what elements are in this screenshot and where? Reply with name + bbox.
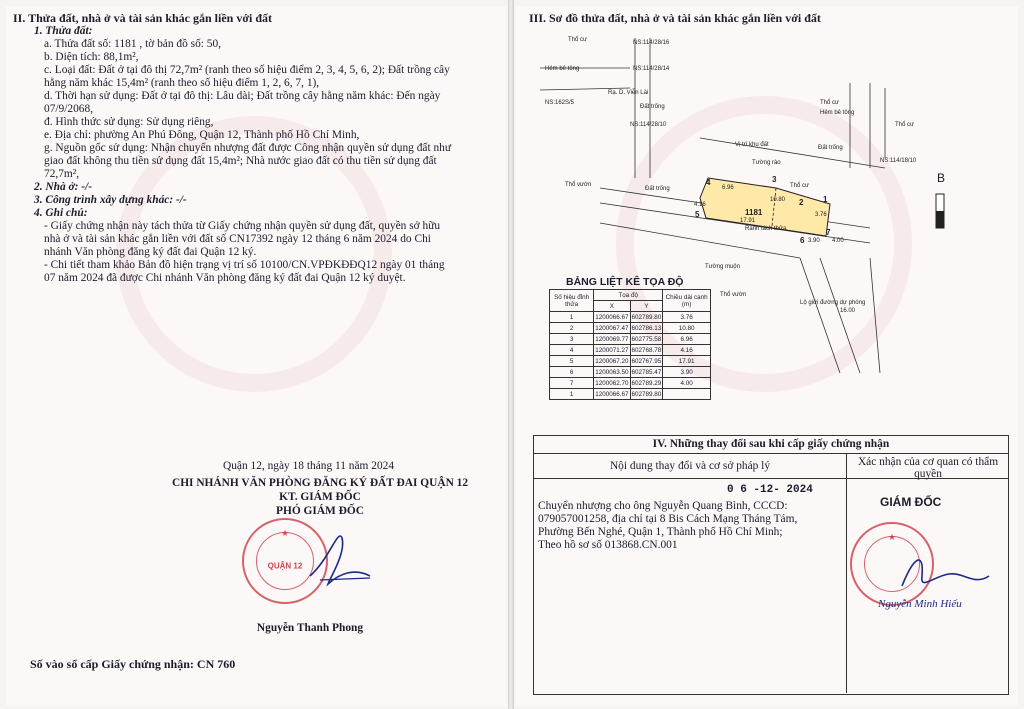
land-plot-title: 1. Thửa đất:: [34, 25, 93, 37]
table-row: 4 1200071.27 602768.78 4.16: [550, 345, 711, 356]
table-row: 6 1200063.50 602785.47 3.90: [550, 367, 711, 378]
map-label: Vị trí khu đất: [735, 142, 769, 148]
land-type-cont: hằng năm khác 15,4m² (ranh theo số hiệu điểm 1, 2, 6, 7, 1),: [44, 77, 320, 89]
dimension-label: 17.91: [740, 218, 756, 224]
map-label: NS:114/28/10: [630, 122, 667, 128]
coord-table-title: BẢNG LIỆT KÊ TỌA ĐỘ: [566, 276, 684, 288]
land-type: c. Loại đất: Đất ở tại đô thị 72,7m² (ranh theo số hiệu điểm 2, 3, 4, 5, 6, 2); Đất trồng cây: [44, 64, 450, 76]
signature: [894, 546, 994, 606]
origin: g. Nguồn gốc sử dụng: Nhận chuyển nhượng đất được Công nhận quyền sử dụng đất như: [44, 142, 452, 154]
map-label: Hẻm bê tông: [545, 66, 580, 72]
signature: [300, 518, 390, 598]
changes-table: [533, 435, 1009, 695]
col1-header: Nội dung thay đổi và cơ sở pháp lý: [609, 460, 771, 472]
change-line: Chuyển nhượng cho ông Nguyễn Quang Bình, CCCD:: [538, 500, 788, 512]
signer-name: Nguyễn Thanh Phong: [256, 622, 364, 634]
map-label: Thổ vườn: [565, 182, 592, 188]
map-label: Đất trống: [645, 186, 670, 192]
official-stamp: ★ QUẬN 12: [242, 518, 328, 604]
dimension-label: 4.16: [694, 202, 706, 208]
vertex-label: 3: [772, 175, 777, 184]
col-header: Số hiệu đỉnh thửa: [550, 290, 594, 312]
note-2: - Chi tiết tham khảo Bản đồ hiện trạng vị trí số 10100/CN.VPĐKĐĐQ12 ngày 01 tháng: [44, 259, 445, 271]
plot-number: a. Thửa đất số: 1181 , tờ bản đồ số: 50,: [44, 38, 222, 50]
note-1-cont2: nhánh Văn phòng đăng ký đất đai Quận 12 ký.: [44, 246, 257, 258]
kt-director: KT. GIÁM ĐỐC: [279, 491, 361, 503]
usage-form: đ. Hình thức sử dụng: Sử dụng riêng,: [44, 116, 214, 128]
map-label: NS:114/28/14: [633, 66, 670, 72]
map-label: Tường rào: [752, 160, 781, 166]
issuing-office: CHI NHÁNH VĂN PHÒNG ĐĂNG KÝ ĐẤT ĐAI QUẬN 12: [171, 477, 469, 489]
change-date: 0 6 -12- 2024: [727, 484, 813, 496]
map-heading: III. Sơ đồ thửa đất, nhà ở và tài sản khác gắn liền với đất: [529, 11, 821, 25]
north-arrow-icon: [934, 192, 946, 230]
origin-cont: giao đất không thu tiền sử dụng đất 15,4m²; Nhà nước giao đất có thu tiền sử dụng đất: [44, 155, 437, 167]
plot-number-label: 1181: [745, 208, 763, 217]
vertex-label: 4: [706, 178, 711, 187]
map-label: Thổ cư: [895, 122, 915, 128]
table-row: 1 1200066.67 602789.80 3.76: [550, 312, 711, 323]
note-2-cont: 07 năm 2024 đã được Chi nhánh Văn phòng đăng ký đất đai Quận 12 ký duyệt.: [44, 272, 406, 284]
coordinate-table: [549, 289, 711, 400]
origin-cont2: 72,7m²,: [44, 168, 80, 180]
vertex-label: 6: [800, 236, 805, 245]
page-fold: [508, 0, 514, 709]
col2-header: Xác nhận của cơ quan có thẩm quyền: [857, 456, 999, 480]
table-row: 5 1200067.20 602767.95 17.91: [550, 356, 711, 367]
note-1: - Giấy chứng nhận này tách thửa từ Giấy chứng nhận quyền sử dụng đất, quyền sở hữu: [44, 220, 441, 232]
term: d. Thời hạn sử dụng: Đất ở tại đô thị: Lâu dài; Đất trồng cây hằng năm khác: Đến ngày: [44, 90, 441, 102]
map-label: Thổ cư: [820, 100, 840, 106]
dimension-label: 4.00: [832, 238, 844, 244]
changes-title-row: [534, 436, 1008, 454]
map-label: Thổ cư: [790, 183, 810, 189]
table-row: 1 1200066.67 602789.80: [550, 389, 711, 400]
table-row: 7 1200062.70 602789.29 4.00: [550, 378, 711, 389]
house: 2. Nhà ở: -/-: [34, 181, 92, 193]
col-header: Tọa độ: [594, 290, 663, 301]
dimension-label: 3.76: [815, 212, 827, 218]
map-label: Thổ vườn: [720, 292, 747, 298]
map-label: NS:162S/5: [545, 100, 575, 106]
map-label: NS:114/18/10: [880, 158, 917, 164]
vertex-label: 7: [826, 228, 831, 237]
dimension-label: 6.96: [722, 185, 734, 191]
signer-name: Nguyễn Minh Hiếu: [878, 598, 962, 610]
note-1-cont: nhà ở và tài sản khác gắn liền với đất số CN17392 ngày 12 tháng 6 năm 2024 do Chi: [44, 233, 431, 245]
issue-date: Quận 12, ngày 18 tháng 11 năm 2024: [223, 460, 395, 472]
changes-title: IV. Những thay đổi sau khi cấp giấy chứng nhận: [652, 438, 890, 450]
map-label: Đất trống: [640, 104, 665, 110]
col-header: Chiều dài cạnh (m): [663, 290, 711, 312]
change-line: Phường Bến Nghé, Quận 1, Thành phố Hồ Chí Minh;: [538, 526, 783, 538]
dimension-label: 10.80: [770, 197, 786, 203]
official-stamp: ★: [850, 522, 934, 606]
address: e. Địa chỉ: phường An Phú Đông, Quận 12, Thành phố Hồ Chí Minh,: [44, 129, 360, 141]
col-subheader: X: [594, 301, 630, 312]
vertex-label: 2: [799, 198, 804, 207]
dimension-label: 16.00: [840, 308, 856, 314]
map-label: Đất trống: [818, 145, 843, 151]
notes-title: 4. Ghi chú:: [34, 207, 88, 219]
change-line: 079057001258, địa chỉ tại 8 Bis Cách Mạng Tháng Tám,: [538, 513, 798, 525]
area: b. Diện tích: 88,1m²,: [44, 51, 139, 63]
map-label: Lộ giới đường dự phóng: [800, 300, 866, 306]
other-works: 3. Công trình xây dựng khác: -/-: [34, 194, 187, 206]
vertex-label: 5: [695, 210, 700, 219]
vertex-label: 1: [823, 195, 828, 204]
change-line: Theo hồ sơ số 013868.CN.001: [538, 539, 678, 551]
north-arrow-letter: B: [937, 171, 946, 185]
director-title: GIÁM ĐỐC: [880, 495, 942, 509]
section-heading: II. Thửa đất, nhà ở và tài sản khác gắn liền với đất: [13, 11, 273, 25]
table-row: 2 1200067.47 602786.13 10.80: [550, 323, 711, 334]
map-label: Tường muộn: [705, 264, 740, 270]
col-subheader: Y: [630, 301, 663, 312]
deputy-director: PHÓ GIÁM ĐỐC: [276, 505, 364, 517]
map-label: Thổ cư: [568, 37, 588, 43]
serial-number: Số vào sổ cấp Giấy chứng nhận: CN 760: [30, 657, 236, 671]
dimension-label: 3.90: [808, 238, 820, 244]
map-label: Rạ. D. Viễn Lài: [608, 90, 649, 96]
map-label: NS:114/28/16: [633, 40, 670, 46]
term-cont: 07/9/2068,: [44, 103, 94, 115]
map-label: Hẻm bê tông: [820, 110, 855, 116]
map-label: Ranh tách thửa: [745, 226, 787, 232]
table-row: 3 1200069.77 602775.58 6.96: [550, 334, 711, 345]
